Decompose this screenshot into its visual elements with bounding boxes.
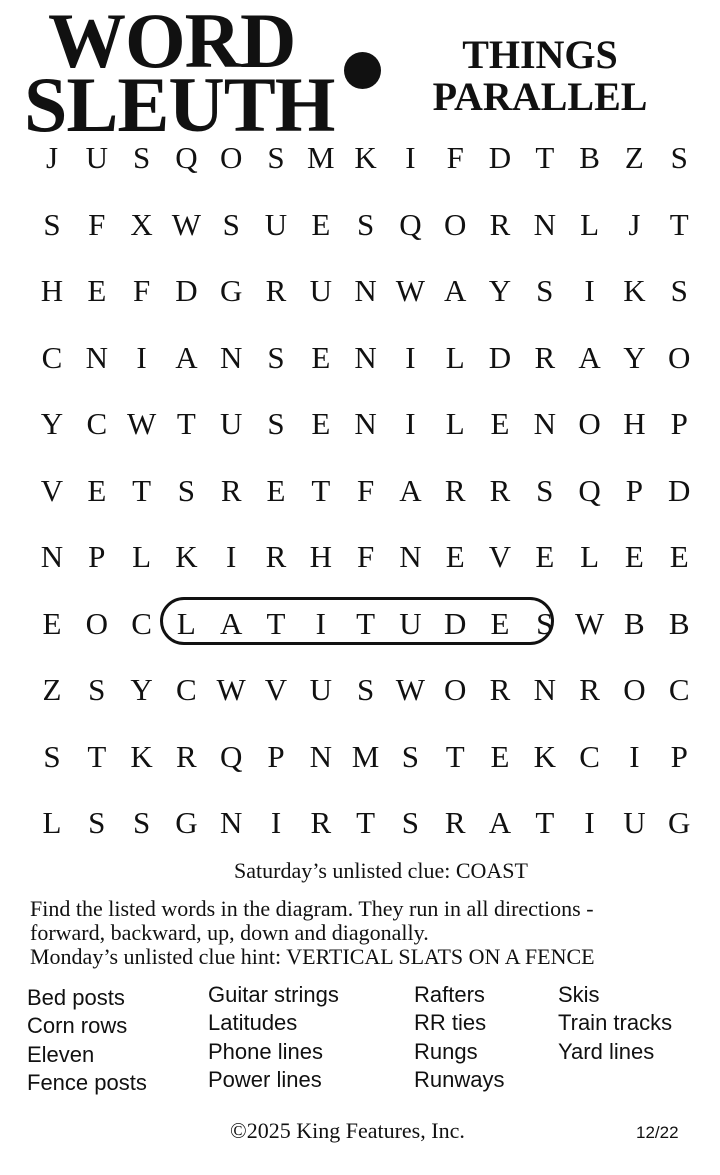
grid-letter: E [669, 539, 689, 574]
grid-letter: D [667, 472, 691, 508]
grid-letter: O [578, 406, 601, 441]
grid-letter: N [533, 406, 556, 441]
grid-letter: P [625, 472, 644, 508]
word-list-item: Bed posts [27, 985, 125, 1010]
grid-letter: R [265, 273, 287, 308]
grid-letter: D [488, 140, 512, 175]
monday-clue-hint: Monday’s unlisted clue hint: VERTICAL SLATS ON A FENCE [30, 944, 595, 969]
grid-letter: O [667, 339, 691, 375]
grid-letter: E [87, 273, 107, 308]
grid-letter: Y [623, 339, 646, 375]
grid-letter: K [623, 273, 646, 308]
logo-sleuth: SLEUTH [24, 61, 335, 148]
grid-letter: S [401, 805, 420, 840]
word-list-item: Eleven [27, 1041, 95, 1067]
grid-letter: P [670, 738, 688, 774]
theme-title-line1: THINGS [462, 32, 618, 77]
grid-letter: S [88, 672, 106, 707]
grid-letter: G [667, 805, 691, 840]
word-list-item: Phone lines [208, 1038, 323, 1064]
word-list-item: Guitar strings [208, 982, 339, 1007]
grid-letter: E [311, 406, 331, 441]
grid-letter: I [405, 140, 416, 175]
grid-letter: S [536, 273, 554, 308]
saturday-clue: Saturday’s unlisted clue: COAST [234, 858, 528, 883]
grid-letter: U [219, 406, 243, 441]
grid-letter: C [131, 605, 152, 641]
grid-letter: S [267, 339, 285, 375]
grid-letter: R [534, 339, 556, 375]
logo-word: WORD [48, 0, 296, 84]
word-list-item: Latitudes [208, 1010, 298, 1036]
grid-letter: X [130, 206, 153, 242]
grid-letter: Y [488, 273, 512, 308]
grid-letter: W [395, 273, 426, 308]
grid-letter: E [311, 206, 331, 242]
grid-letter: R [220, 472, 242, 508]
grid-letter: B [579, 140, 600, 175]
grid-letter: T [535, 805, 555, 840]
word-list-item: Rungs [414, 1038, 478, 1064]
grid-letter: O [623, 672, 646, 707]
grid-letter: F [356, 472, 375, 508]
grid-letter: W [574, 605, 605, 641]
grid-letter: L [176, 605, 196, 641]
grid-letter: L [445, 406, 465, 441]
grid-letter: E [624, 539, 644, 574]
grid-letter: L [132, 539, 152, 574]
word-list-item: Train tracks [558, 1010, 673, 1036]
grid-letter: Y [40, 406, 64, 441]
grid-letter: R [489, 472, 511, 508]
grid-letter: F [88, 206, 106, 242]
grid-letter: G [219, 273, 243, 308]
word-list-item: Rafters [414, 982, 485, 1007]
grid-letter: T [311, 472, 331, 508]
grid-letter: W [126, 406, 157, 441]
grid-letter: R [489, 672, 511, 707]
grid-letter: O [443, 206, 467, 242]
grid-letter: S [536, 472, 554, 508]
grid-letter: U [264, 206, 288, 242]
grid-letter: Z [624, 140, 644, 175]
grid-letter: E [490, 605, 510, 641]
word-list-column-3 [414, 981, 504, 1095]
copyright: ©2025 King Features, Inc. [230, 1118, 465, 1143]
word-list-item: Skis [558, 982, 600, 1007]
grid-letter: A [399, 472, 422, 508]
grid-letter: F [446, 140, 464, 175]
grid-letter: V [40, 472, 64, 508]
grid-letter: E [266, 472, 286, 508]
grid-letter: R [489, 206, 511, 242]
grid-letter: P [88, 539, 106, 574]
instructions [30, 897, 710, 969]
grid-letter: K [533, 738, 556, 774]
grid-letter: W [216, 672, 246, 707]
grid-letter: T [87, 738, 107, 774]
grid-letter: W [395, 672, 426, 707]
grid-letter: C [579, 738, 600, 774]
grid-letter: R [265, 539, 287, 574]
logo-bullet-dot [344, 52, 381, 89]
grid-letter: P [267, 738, 285, 774]
grid-letter: U [399, 605, 422, 641]
grid-letter: R [310, 805, 332, 840]
grid-letter: N [309, 738, 332, 774]
grid-letter: H [623, 406, 646, 441]
grid-letter: C [86, 406, 108, 441]
grid-letter: O [443, 672, 467, 707]
grid-letter: S [356, 206, 375, 242]
grid-letter: D [443, 605, 467, 641]
grid-letter: A [219, 605, 243, 641]
grid-letter: L [445, 339, 465, 375]
grid-letter: R [444, 472, 466, 508]
grid-letter: A [578, 339, 601, 375]
grid-letter: E [42, 605, 62, 641]
grid-letter: E [490, 738, 510, 774]
grid-letter: C [668, 672, 690, 707]
grid-letter: N [354, 339, 377, 375]
grid-letter: I [405, 406, 416, 441]
grid-letter: Y [130, 672, 153, 707]
grid-letter: S [43, 206, 61, 242]
grid-letter: I [584, 273, 595, 308]
word-list-item: Corn rows [27, 1013, 128, 1039]
grid-letter: R [579, 672, 600, 707]
word-list-item: Runways [414, 1067, 505, 1093]
grid-letter: T [445, 738, 465, 774]
grid-letter: E [87, 472, 107, 508]
grid-letter: R [444, 805, 466, 840]
grid-letter: V [264, 672, 288, 707]
grid-letter: A [488, 805, 512, 840]
grid-letter: Q [399, 206, 422, 242]
grid-letter: S [670, 140, 688, 175]
grid-letter: H [309, 539, 332, 574]
grid-letter: M [351, 738, 380, 774]
grid-letter: R [176, 738, 197, 774]
grid-letter: T [535, 140, 555, 175]
grid-letter: I [315, 605, 326, 641]
grid-letter: S [356, 672, 375, 707]
grid-letter: P [670, 406, 688, 441]
grid-letter: N [399, 539, 422, 574]
puzzle-date: 12/22 [636, 1123, 679, 1142]
grid-letter: L [42, 805, 62, 840]
grid-letter: D [175, 273, 198, 308]
grid-letter: T [176, 406, 196, 441]
grid-letter: S [177, 472, 196, 508]
grid-letter: U [85, 140, 108, 175]
grid-letter: I [136, 339, 147, 375]
grid-letter: A [175, 339, 198, 375]
theme-title-line2: PARALLEL [432, 74, 648, 119]
grid-letter: I [226, 539, 237, 574]
grid-letter: N [40, 539, 64, 574]
grid-letter: T [266, 605, 286, 641]
grid-letter: S [132, 140, 151, 175]
grid-letter: I [584, 805, 595, 840]
instructions-line: Find the listed words in the diagram. They run in all directions - [30, 896, 594, 921]
grid-letter: L [580, 539, 600, 574]
grid-letter: A [443, 273, 467, 308]
found-word-circle [160, 597, 554, 645]
grid-letter: Q [175, 140, 198, 175]
grid-letter: C [41, 339, 63, 375]
grid-letter: T [356, 805, 376, 840]
grid-letter: K [354, 140, 377, 175]
grid-letter: T [669, 206, 689, 242]
grid-letter: E [535, 539, 555, 574]
grid-letter: J [628, 206, 641, 242]
grid-letter: Z [42, 672, 62, 707]
grid-letter: K [175, 539, 198, 574]
grid-letter: T [132, 472, 152, 508]
grid-letter: S [401, 738, 420, 774]
grid-letter: S [88, 805, 106, 840]
grid-letter: S [536, 605, 554, 641]
grid-letter: N [354, 406, 377, 441]
word-list-item: Yard lines [558, 1038, 655, 1064]
grid-letter: E [311, 339, 331, 375]
grid-letter: T [356, 605, 376, 641]
grid-letter: I [405, 339, 416, 375]
word-list-item: Fence posts [27, 1070, 147, 1096]
grid-letter: I [629, 738, 640, 774]
grid-letter: D [488, 339, 512, 375]
grid-letter: S [670, 273, 688, 308]
grid-letter: J [45, 140, 59, 175]
grid-letter: F [132, 273, 151, 308]
grid-letter: S [222, 206, 240, 242]
grid-letter: S [43, 738, 61, 774]
grid-letter: S [267, 140, 285, 175]
grid-letter: C [176, 672, 197, 707]
grid-letter: N [533, 672, 556, 707]
grid-letter: Q [578, 472, 601, 508]
grid-letter: B [668, 605, 690, 641]
grid-letter: U [309, 672, 332, 707]
word-list-column-2 [208, 981, 339, 1095]
grid-letter: L [580, 206, 600, 242]
grid-letter: K [130, 738, 153, 774]
grid-letter: G [175, 805, 198, 840]
grid-letter: S [132, 805, 151, 840]
grid-letter: N [219, 339, 243, 375]
grid-letter: O [219, 140, 243, 175]
grid-letter: I [270, 805, 282, 840]
grid-letter: B [624, 605, 645, 641]
word-list-item: Power lines [208, 1067, 322, 1093]
grid-letter: N [354, 273, 377, 308]
grid-letter: W [171, 206, 202, 242]
grid-letter: U [309, 273, 332, 308]
instructions-line: forward, backward, up, down and diagonally. [30, 920, 429, 945]
grid-letter: N [533, 206, 556, 242]
grid-letter: H [40, 273, 64, 308]
grid-letter: O [85, 605, 108, 641]
grid-letter: V [488, 539, 512, 574]
grid-letter: F [356, 539, 375, 574]
grid-letter: M [307, 140, 335, 175]
grid-letter: E [445, 539, 465, 574]
grid-letter: Q [219, 738, 243, 774]
grid-letter: E [490, 406, 510, 441]
grid-letter: N [219, 805, 243, 840]
grid-letter: U [623, 805, 646, 840]
grid-letter: N [85, 339, 108, 375]
grid-letter: S [267, 406, 285, 441]
word-list-column-4 [558, 981, 672, 1066]
word-list-item: RR ties [414, 1010, 487, 1036]
word-list-column-1 [27, 984, 147, 1098]
